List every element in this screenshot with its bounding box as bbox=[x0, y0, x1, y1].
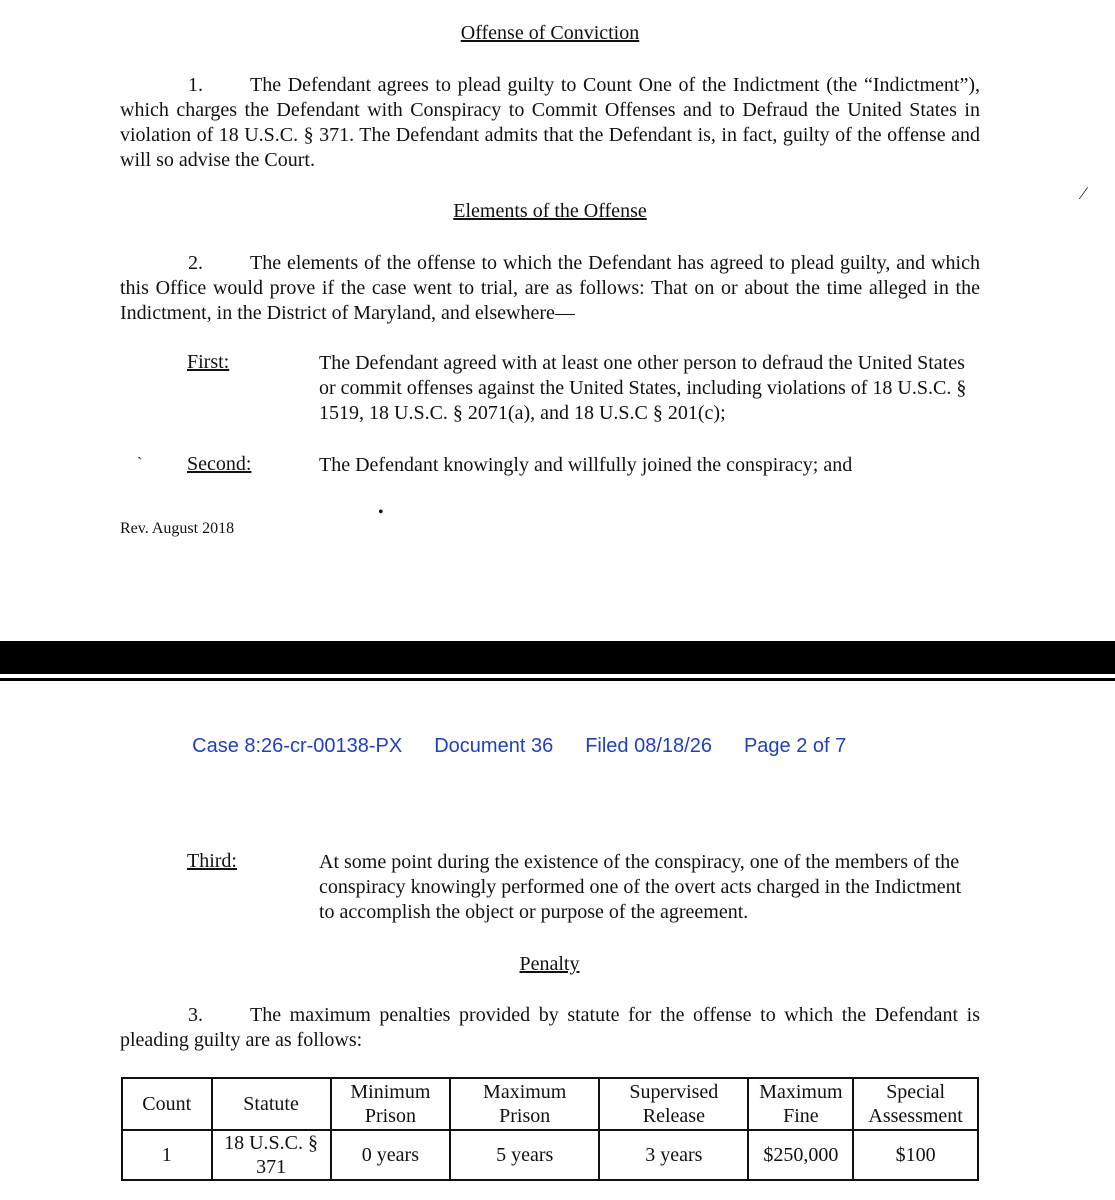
paragraph-1-text: The Defendant agrees to plead guilty to Count One of the Indictment (the “Indictment”), which charges the Defendant with Conspiracy to Commit Offenses and to Defraud the United States in violation of 18 U.S.C. § 371. The Defendant admits that the Defendant is, in fact, guilty of the offense and will so advise the Court. bbox=[120, 74, 980, 171]
cell-maximum-prison: 5 years bbox=[450, 1130, 599, 1180]
cell-statute: 18 U.S.C. § 371 bbox=[212, 1130, 331, 1180]
header-minimum-prison: Minimum Prison bbox=[331, 1078, 451, 1130]
header-count: Count bbox=[122, 1078, 212, 1130]
cell-maximum-fine: $250,000 bbox=[748, 1130, 853, 1180]
check-mark: ˏ bbox=[137, 443, 143, 460]
document-number: Document 36 bbox=[434, 735, 554, 757]
margin-mark: ∕ bbox=[1082, 183, 1086, 203]
cell-special-assessment: $100 bbox=[853, 1130, 978, 1180]
filed-date: Filed 08/18/26 bbox=[585, 735, 712, 757]
cell-supervised-release: 3 years bbox=[599, 1130, 748, 1180]
paragraph-3-text: The maximum penalties provided by statute for the offense to which the Defendant is pleading guilty are as follows: bbox=[120, 1004, 980, 1051]
header-maximum-prison: Maximum Prison bbox=[450, 1078, 599, 1130]
revision-footer: Rev. August 2018 bbox=[120, 520, 235, 537]
header-supervised-release: Supervised Release bbox=[599, 1078, 748, 1130]
heading-offense-of-conviction: Offense of Conviction bbox=[460, 22, 640, 44]
page-divider-bar bbox=[0, 641, 1115, 674]
paragraph-3 bbox=[120, 1003, 980, 1053]
element-second-label: Second: bbox=[187, 453, 252, 475]
paragraph-2-number: 2. bbox=[188, 252, 203, 274]
element-first-label: First: bbox=[187, 351, 230, 373]
paragraph-1-number: 1. bbox=[188, 74, 203, 96]
heading-penalty: Penalty bbox=[519, 953, 580, 975]
element-third-label: Third: bbox=[187, 850, 237, 872]
page-divider-line bbox=[0, 678, 1115, 681]
header-statute: Statute bbox=[212, 1078, 331, 1130]
table-row bbox=[122, 1130, 978, 1180]
element-third-text: At some point during the existence of the conspiracy, one of the members of the conspiracy knowingly performed one of the overt acts charged in the Indictment to accomplish the object or purpose of the agreement. bbox=[319, 851, 962, 923]
dot-mark: • bbox=[378, 504, 384, 521]
heading-elements-of-offense: Elements of the Offense bbox=[453, 200, 647, 222]
case-number: Case 8:26-cr-00138-PX bbox=[192, 735, 403, 757]
header-maximum-fine: Maximum Fine bbox=[748, 1078, 853, 1130]
element-first-text: The Defendant agreed with at least one other person to defraud the United States or commit offenses against the United States, including violations of 18 U.S.C. § 1519, 18 U.S.C. § 2071(a), and 18 U.S.C § 201(c); bbox=[319, 352, 967, 424]
cell-minimum-prison: 0 years bbox=[331, 1130, 451, 1180]
element-second-text: The Defendant knowingly and willfully joined the conspiracy; and bbox=[319, 454, 853, 476]
paragraph-3-number: 3. bbox=[188, 1004, 203, 1026]
paragraph-2 bbox=[120, 251, 980, 326]
penalty-table bbox=[121, 1077, 979, 1181]
paragraph-2-text: The elements of the offense to which the Defendant has agreed to plead guilty, and which this Office would prove if the case went to trial, are as follows: That on or about the time alleged in the Indictment, in the District of Maryland, and elsewhere— bbox=[120, 252, 980, 324]
case-header bbox=[181, 712, 846, 758]
penalty-table-header-row bbox=[122, 1078, 978, 1130]
paragraph-1 bbox=[120, 73, 980, 173]
header-special-assessment: Special Assessment bbox=[853, 1078, 978, 1130]
cell-count: 1 bbox=[122, 1130, 212, 1180]
page-number: Page 2 of 7 bbox=[743, 735, 847, 757]
